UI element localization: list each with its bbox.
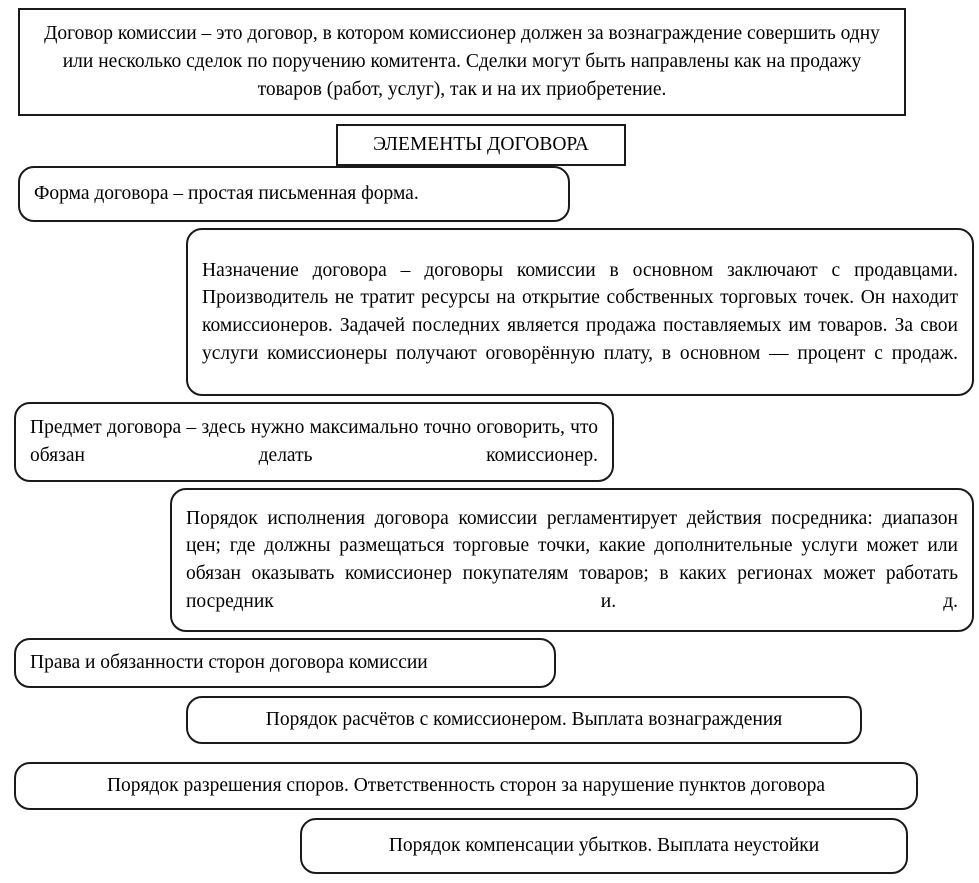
box-payments-text: Порядок расчётов с комиссионером. Выплата вознаграждения [265,709,783,731]
box-disputes [14,762,918,810]
box-order-of-execution-text: Порядок исполнения договора комиссии регламентирует действия посредника: диапазон цен; где должны размещаться торговые точки, какие дополнительные услуги может или обязан оказывать комиссионер покупателям товаров; в каких регионах может работать посредник и. д. [186,507,958,612]
box-purpose [186,228,974,396]
box-definition [18,8,906,116]
box-form-text: Форма договора – простая письменная форма. [34,183,419,205]
box-damages [300,818,908,874]
box-form [18,166,570,222]
box-order-of-execution [170,488,974,632]
box-elements-title [336,124,626,166]
box-elements-title-text: ЭЛЕМЕНТЫ ДОГОВОРА [373,134,589,156]
box-definition-text: Договор комиссии – это договор, в котором комиссионер должен за вознаграждение совершить одну или несколько сделок по поручению комитента. Сделки могут быть направлены как на продажу товаров (работ, услуг), так и на их приобретение. [44,23,880,100]
box-purpose-text: Назначение договора – договоры комиссии в основном заключают с продавцами. Производитель не тратит ресурсы на открытие собственных торговых точек. Он находит комиссионеров. Задачей последних является продажа поставляемых им товаров. За свои услуги комиссионеры получают оговорённую плату, в основном — процент с продаж. [202,259,958,364]
box-subject-text: Предмет договора – здесь нужно максимально точно оговорить, что обязан делать комиссионер. [30,417,598,466]
box-disputes-text: Порядок разрешения споров. Ответственность сторон за нарушение пунктов договора [106,775,826,797]
box-rights-and-duties [14,638,556,688]
box-damages-text: Порядок компенсации убытков. Выплата неустойки [388,835,820,857]
box-payments [186,696,862,744]
box-subject [14,402,614,482]
box-rights-and-duties-text: Права и обязанности сторон договора комиссии [30,652,428,674]
